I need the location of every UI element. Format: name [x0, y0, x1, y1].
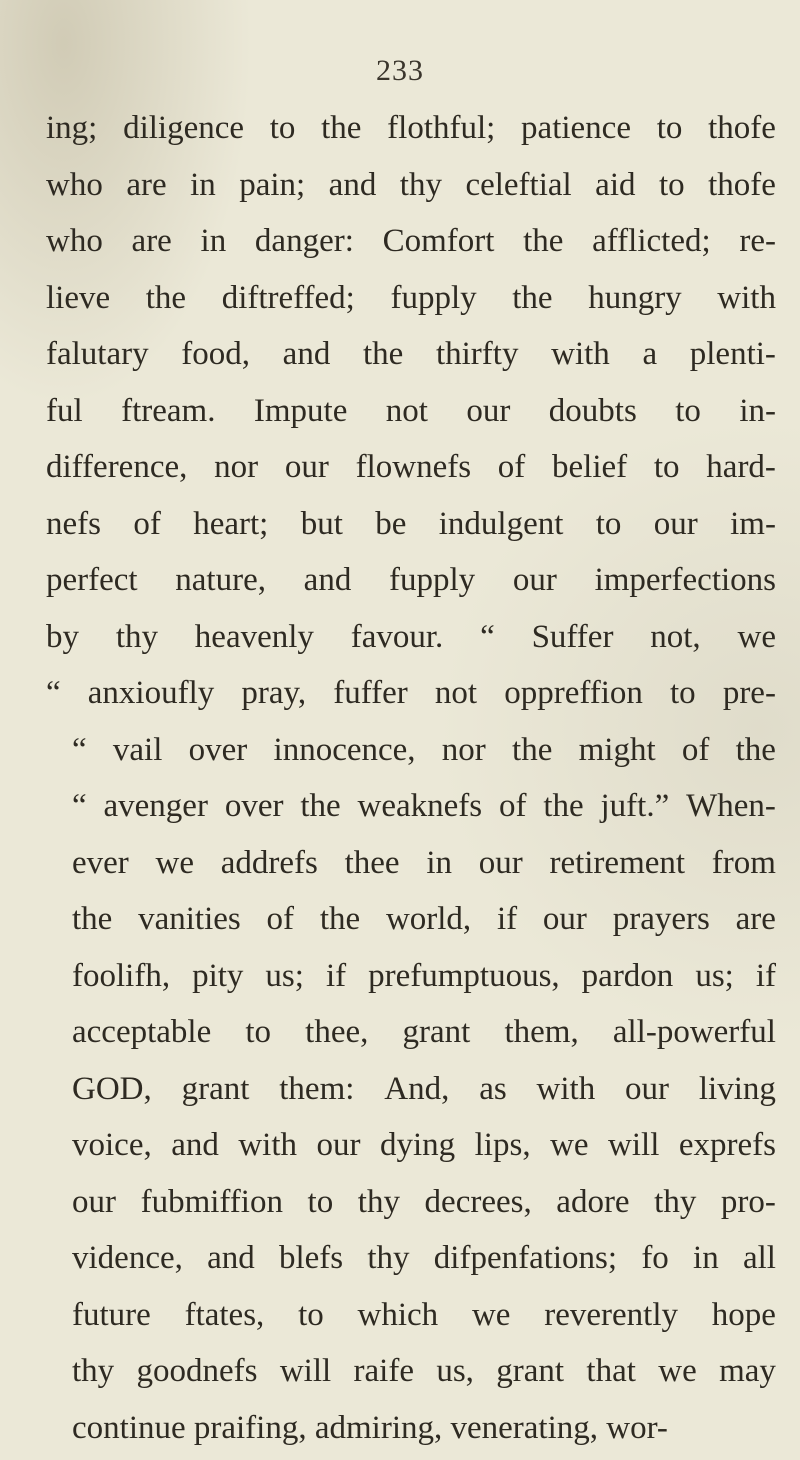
- text-line: voice, and with our dying lips, we will exprefs: [72, 1127, 776, 1163]
- text-line: by thy heavenly favour. “ Suffer not, we: [46, 618, 776, 655]
- text-line: GOD, grant them: And, as with our living: [72, 1070, 776, 1107]
- body-text: [46, 100, 776, 1456]
- text-line: thy goodnefs will raife us, grant that we may: [72, 1353, 776, 1389]
- text-line: the vanities of the world, if our prayers are: [72, 901, 776, 937]
- text-line: continue praifing, admiring, venerating, wor-: [72, 1409, 668, 1446]
- text-line: foolifh, pity us; if prefumptuous, pardon us; if: [72, 957, 776, 994]
- text-line: who are in danger: Comfort the afflicted; re-: [46, 223, 776, 259]
- text-line: acceptable to thee, grant them, all-powerful: [72, 1014, 776, 1050]
- text-line: future ftates, to which we reverently hope: [72, 1296, 776, 1333]
- text-line: ful ftream. Impute not our doubts to in-: [46, 392, 776, 429]
- text-line: difference, nor our flownefs of belief to hard-: [46, 449, 776, 485]
- text-line: “ avenger over the weaknefs of the juft.” When-: [72, 788, 776, 824]
- text-line: nefs of heart; but be indulgent to our im-: [46, 505, 776, 542]
- text-line: perfect nature, and fupply our imperfections: [46, 562, 776, 598]
- page-number: 233: [376, 54, 424, 87]
- text-line: falutary food, and the thirfty with a plenti-: [46, 336, 776, 372]
- text-line: “ anxioufly pray, fuffer not oppreffion to pre-: [46, 675, 776, 711]
- text-line: ing; diligence to the flothful; patience to thofe: [46, 110, 776, 146]
- text-line: our fubmiffion to thy decrees, adore thy pro-: [72, 1183, 776, 1220]
- text-line: ever we addrefs thee in our retirement from: [72, 844, 776, 881]
- text-line: “ vail over innocence, nor the might of the: [72, 731, 776, 768]
- text-line: who are in pain; and thy celeftial aid to thofe: [46, 166, 776, 203]
- text-line: vidence, and blefs thy difpenfations; fo in all: [72, 1240, 776, 1276]
- text-line: lieve the diftreffed; fupply the hungry with: [46, 279, 776, 316]
